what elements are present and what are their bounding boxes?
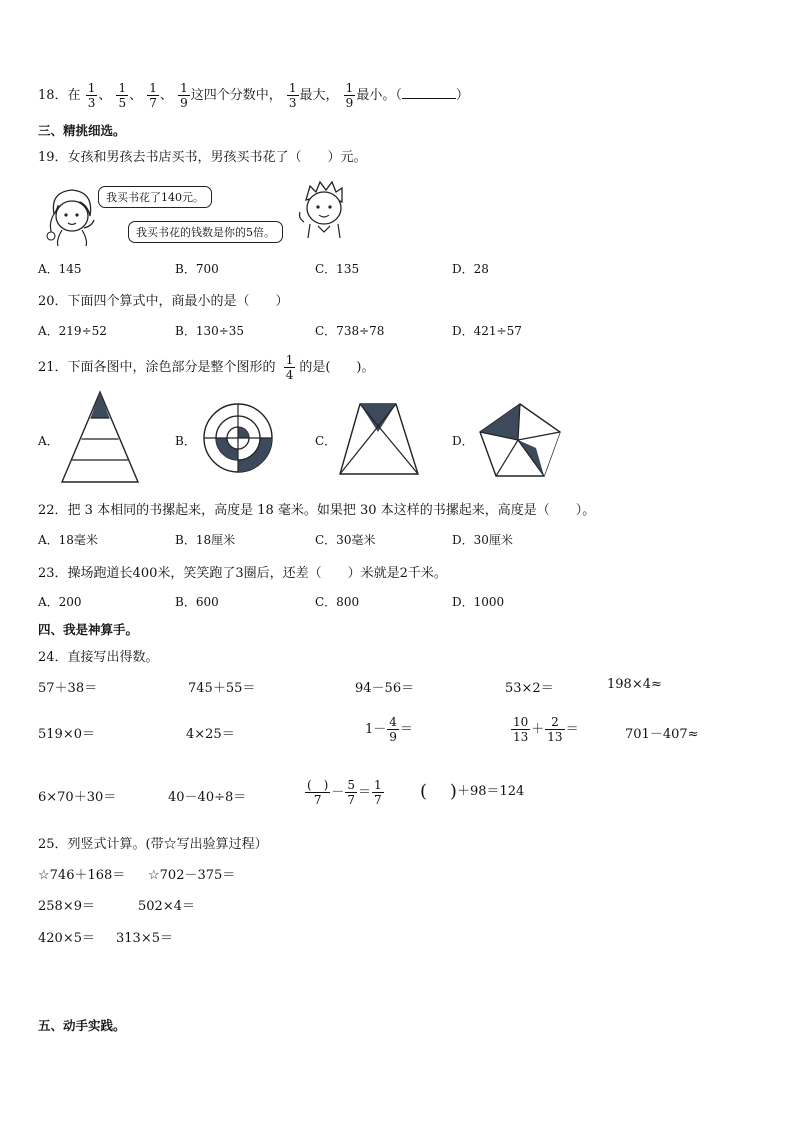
calc-12: 40－40÷8＝ xyxy=(168,790,247,805)
calc-11: 6×70＋30＝ xyxy=(38,790,117,805)
q22-option-d[interactable]: D．30厘米 xyxy=(452,533,513,547)
calc-2: 745＋55＝ xyxy=(188,681,256,696)
fraction-2-13: $\frac{2}{13}$ xyxy=(547,715,563,744)
q23-option-a[interactable]: A．200 xyxy=(38,595,82,609)
q18-prefix: 18．在 xyxy=(38,88,81,103)
boy-illustration xyxy=(296,178,352,240)
fraction-1-7: $\frac{1}{7}$ xyxy=(149,81,157,110)
calc-14: ( )＋98＝124 xyxy=(420,781,525,802)
calc-3: 94－56＝ xyxy=(355,681,415,696)
vertical-calc-5: 420×5＝ xyxy=(38,931,95,946)
calc-1: 57＋38＝ xyxy=(38,681,98,696)
q19-option-b[interactable]: B．700 xyxy=(175,262,219,276)
shape-c-trapezoid[interactable] xyxy=(338,402,420,476)
answer-blank[interactable] xyxy=(402,86,456,99)
q22-option-a[interactable]: A．18毫米 xyxy=(38,533,98,547)
q24-text: 24．直接写出得数。 xyxy=(38,650,159,665)
fraction-1-3: $\frac{1}{3}$ xyxy=(87,81,96,110)
shape-a-triangle[interactable] xyxy=(60,390,140,484)
fraction-4-9: $\frac{4}{9}$ xyxy=(389,715,397,744)
fraction-1-7-result: $\frac{1}{7}$ xyxy=(374,778,382,807)
q22-option-b[interactable]: B．18厘米 xyxy=(175,533,236,547)
q23-option-d[interactable]: D．1000 xyxy=(452,595,505,609)
vertical-calc-2: ☆702－375＝ xyxy=(148,868,236,883)
fraction-5-7: $\frac{5}{7}$ xyxy=(347,778,356,807)
calc-7: 4×25＝ xyxy=(186,727,235,742)
fraction-1-3-max: $\frac{1}{3}$ xyxy=(288,81,297,110)
q20-option-a[interactable]: A．219÷52 xyxy=(38,324,107,338)
q19-option-d[interactable]: D．28 xyxy=(452,262,489,276)
girl-speech-bubble: 我买书花了140元。 xyxy=(98,186,212,208)
q20-option-c[interactable]: C．738÷78 xyxy=(315,324,385,338)
q22-option-c[interactable]: C．30毫米 xyxy=(315,533,376,547)
section-3-heading: 三、精挑细选。 xyxy=(38,123,126,138)
calc-13: $\frac{( )}{7}$ － $\frac{5}{7}$ ＝ $\frac{1}{7}$ xyxy=(307,778,382,807)
vertical-calc-6: 313×5＝ xyxy=(116,931,173,946)
q21-text: 21．下面各图中，涂色部分是整个图形的 $\frac{1}{4}$ 的是( )。 xyxy=(38,353,375,382)
girl-illustration xyxy=(44,184,102,246)
q21-label-d[interactable]: D． xyxy=(452,434,474,448)
q22-text: 22．把 3 本相同的书摞起来，高度是 18 毫米。如果把 30 本这样的书摞起来，高度是（ ）。 xyxy=(38,503,596,518)
q25-text: 25．列竖式计算。(带☆写出验算过程） xyxy=(38,837,268,852)
q21-label-a[interactable]: A． xyxy=(38,434,59,448)
fraction-10-13: $\frac{10}{13}$ xyxy=(513,715,529,744)
vertical-calc-3: 258×9＝ xyxy=(38,899,95,914)
fraction-1-9: $\frac{1}{9}$ xyxy=(180,81,188,110)
calc-5: 198×4≈ xyxy=(607,677,662,692)
q19-text: 19．女孩和男孩去书店买书，男孩买书花了（ ）元。 xyxy=(38,150,367,165)
vertical-calc-4: 502×4＝ xyxy=(138,899,195,914)
q21-label-c[interactable]: C． xyxy=(315,434,337,448)
q20-text: 20．下面四个算式中，商最小的是（ ） xyxy=(38,294,289,309)
shape-b-circles[interactable] xyxy=(202,402,274,474)
section-5-heading: 五、动手实践。 xyxy=(38,1018,126,1033)
section-4-heading: 四、我是神算手。 xyxy=(38,622,139,637)
q20-option-b[interactable]: B．130÷35 xyxy=(175,324,245,338)
q20-option-d[interactable]: D．421÷57 xyxy=(452,324,522,338)
fraction-1-9-min: $\frac{1}{9}$ xyxy=(345,81,354,110)
boy-speech-bubble: 我买书花的钱数是你的5倍。 xyxy=(128,221,283,243)
shape-d-pentagon[interactable] xyxy=(478,402,562,478)
q23-option-b[interactable]: B．600 xyxy=(175,595,219,609)
q19-option-c[interactable]: C．135 xyxy=(315,262,360,276)
answer-parentheses[interactable]: ( ) xyxy=(420,781,457,802)
q19-option-a[interactable]: A．145 xyxy=(38,262,82,276)
calc-9: $\frac{10}{13}$ ＋ $\frac{2}{13}$ ＝ xyxy=(513,715,579,744)
vertical-calc-1: ☆746＋168＝ xyxy=(38,868,126,883)
calc-6: 519×0＝ xyxy=(38,727,95,742)
fraction-blank-7: $\frac{( )}{7}$ xyxy=(307,778,329,807)
q23-option-c[interactable]: C．800 xyxy=(315,595,360,609)
calc-4: 53×2＝ xyxy=(505,681,554,696)
q18-line: 18．在 $\frac{1}{3}$ 、 $\frac{1}{5}$ 、 $\frac{1}{7}$ 、 $\frac{1}{9}$ 这四个分数中， $\frac{1}{3}$ 最大， $\frac{1}{9}$ 最小。（ ） xyxy=(38,81,469,110)
fraction-1-4: $\frac{1}{4}$ xyxy=(285,353,294,382)
q23-text: 23．操场跑道长400米，笑笑跑了3圈后，还差（ ）米就是2千米。 xyxy=(38,566,447,581)
q21-label-b[interactable]: B． xyxy=(175,434,196,448)
calc-8: 1－ $\frac{4}{9}$ ＝ xyxy=(365,715,413,744)
fraction-1-5: $\frac{1}{5}$ xyxy=(118,81,127,110)
calc-10: 701－407≈ xyxy=(625,727,699,742)
